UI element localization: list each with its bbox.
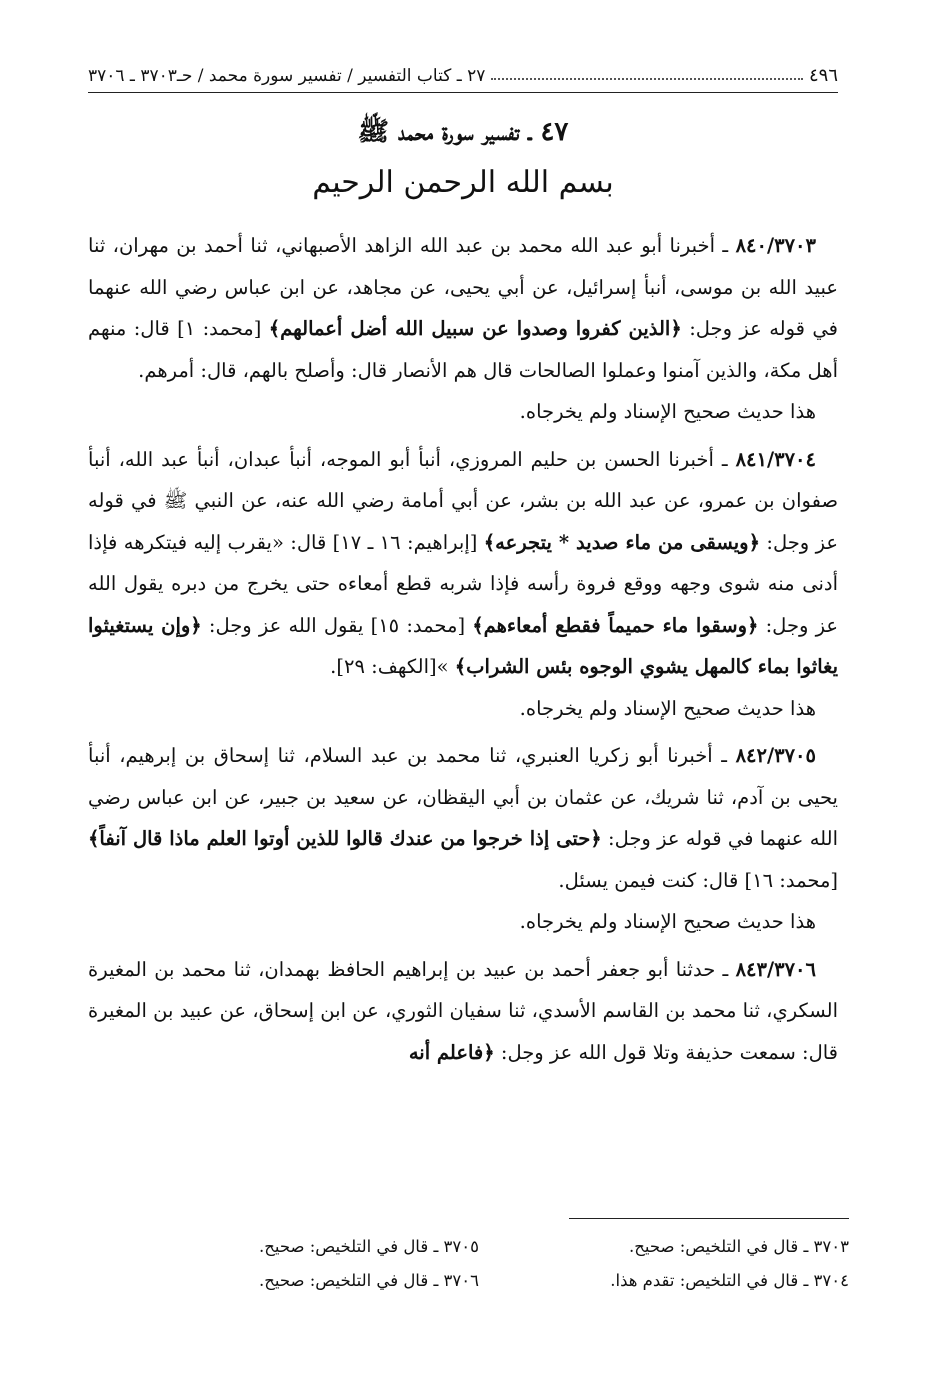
grading-line: هذا حديث صحيح الإسناد ولم يخرجاه. (519, 400, 816, 423)
chapter-title: ٤٧ ـ تفسير سورة محمد ﷺ (357, 117, 569, 147)
grading-line: هذا حديث صحيح الإسناد ولم يخرجاه. (519, 696, 816, 720)
hadith-entry (88, 225, 838, 391)
hadith-number: ٨٤١/٣٧٠٤ (735, 447, 816, 471)
running-title: ٢٧ ـ كتاب التفسير / تفسير سورة محمد / حـ٣٧٠٣ ـ ٣٧٠٦ (88, 66, 486, 86)
quran-verse: ﴿فاعلم أنه (408, 1040, 495, 1064)
page-number: ٤٩٦ (808, 65, 838, 86)
leader-dots (491, 78, 803, 80)
footnote: ٣٧٠٣ ـ قال في التلخيص: صحيح. (628, 1237, 849, 1256)
hadith-entry (88, 949, 838, 1074)
main-text (88, 225, 838, 1073)
hadith-number: ٨٤٣/٣٧٠٦ (735, 957, 816, 981)
hadith-number: ٨٤٠/٣٧٠٣ (735, 234, 816, 257)
hadith-entry (88, 439, 838, 688)
footnotes (189, 1232, 849, 1296)
footnote: ٣٧٠٤ ـ قال في التلخيص: تقدم هذا. (610, 1271, 849, 1290)
hadith-text: ـ أخبرنا أبو زكريا العنبري، ثنا محمد بن عبد السلام، ثنا إسحاق بن إبرهيم، أنبأ يحيى بن آدم، ثنا شريك، عن عثمان بن أبي اليقظان، عن سعيد بن جبير، عن ابن عباس رضي الله عنهما في قوله عز وجل: (88, 744, 838, 850)
hadith-text: ـ حدثنا أبو جعفر أحمد بن عبيد بن إبراهيم الحافظ بهمدان، ثنا محمد بن المغيرة السكري، ثنا محمد بن القاسم الأسدي، ثنا سفيان الثوري، عن ابن إسحاق، عن عبيد بن المغيرة قال: سمعت حذيفة وتلا قول الله عز وجل: (88, 957, 838, 1064)
hadith-number: ٨٤٢/٣٧٠٥ (735, 744, 816, 767)
running-header (88, 60, 838, 93)
quran-verse: ﴿وسقوا ماء حميماً فقطع أمعاءهم﴾ (472, 613, 759, 637)
quran-verse: ﴿الذين كفروا وصدوا عن سبيل الله أضل أعمالهم﴾ (268, 317, 682, 340)
hadith-entry (88, 735, 838, 901)
hadith-text: »[الكهف: ٢٩]. (330, 655, 455, 678)
footnote: ٣٧٠٦ ـ قال في التلخيص: صحيح. (258, 1271, 479, 1290)
hadith-text: [محمد: ١٦] قال: كنت فيمن يسئل. (558, 868, 838, 892)
hadith-text: [إبراهيم: ١٦ ـ ١٧] قال: «يقرب إليه فيتكرهه فإذا أدنى منه شوى وجهه ووقع فروة رأسه فإذا شربه قطع أمعاءه حتى يخرج من دبره يقول الله عز وجل: (88, 530, 838, 637)
grading-line: هذا حديث صحيح الإسناد ولم يخرجاه. (519, 910, 816, 933)
book-page (88, 60, 838, 1073)
quran-verse: ﴿وإن يستغيثوا يغاثوا بماء كالمهل يشوي الوجوه بئس الشراب﴾ (88, 613, 838, 678)
footnote: ٣٧٠٥ ـ قال في التلخيص: صحيح. (258, 1237, 479, 1256)
hadith-text: [محمد: ١٥] يقول الله عز وجل: (201, 613, 473, 637)
footnote-separator (569, 1218, 849, 1219)
quran-verse: ﴿ويسقى من ماء صديد * يتجرعه﴾ (483, 530, 761, 554)
hadith-text: [محمد: ١] قال: منهم أهل مكة، والذين آمنوا وعملوا الصالحات قال هم الأنصار قال: وأصلح بالهم، قال: أمرهم. (88, 317, 838, 382)
hadith-text: ـ أخبرنا أبو عبد الله محمد بن عبد الله الزاهد الأصبهاني، ثنا أحمد بن مهران، ثنا عبيد الله بن موسى، أنبأ إسرائيل، عن أبي يحيى، عن مجاهد، عن ابن عباس رضي الله عنهما في قوله عز وجل: (88, 234, 838, 340)
basmala: بسم الله الرحمن الرحيم (312, 165, 614, 200)
hadith-text: ـ أخبرنا الحسن بن حليم المروزي، أنبأ أبو الموجه، أنبأ عبدان، أنبأ عبد الله، أنبأ صفوان بن عمرو، عن عبد الله بن بشر، عن أبي أمامة رضي الله عنه، عن النبي ﷺ في قوله عز وجل: (88, 447, 838, 554)
quran-verse: ﴿حتى إذا خرجوا من عندك قالوا للذين أوتوا العلم ماذا قال آنفاً﴾ (88, 827, 602, 850)
